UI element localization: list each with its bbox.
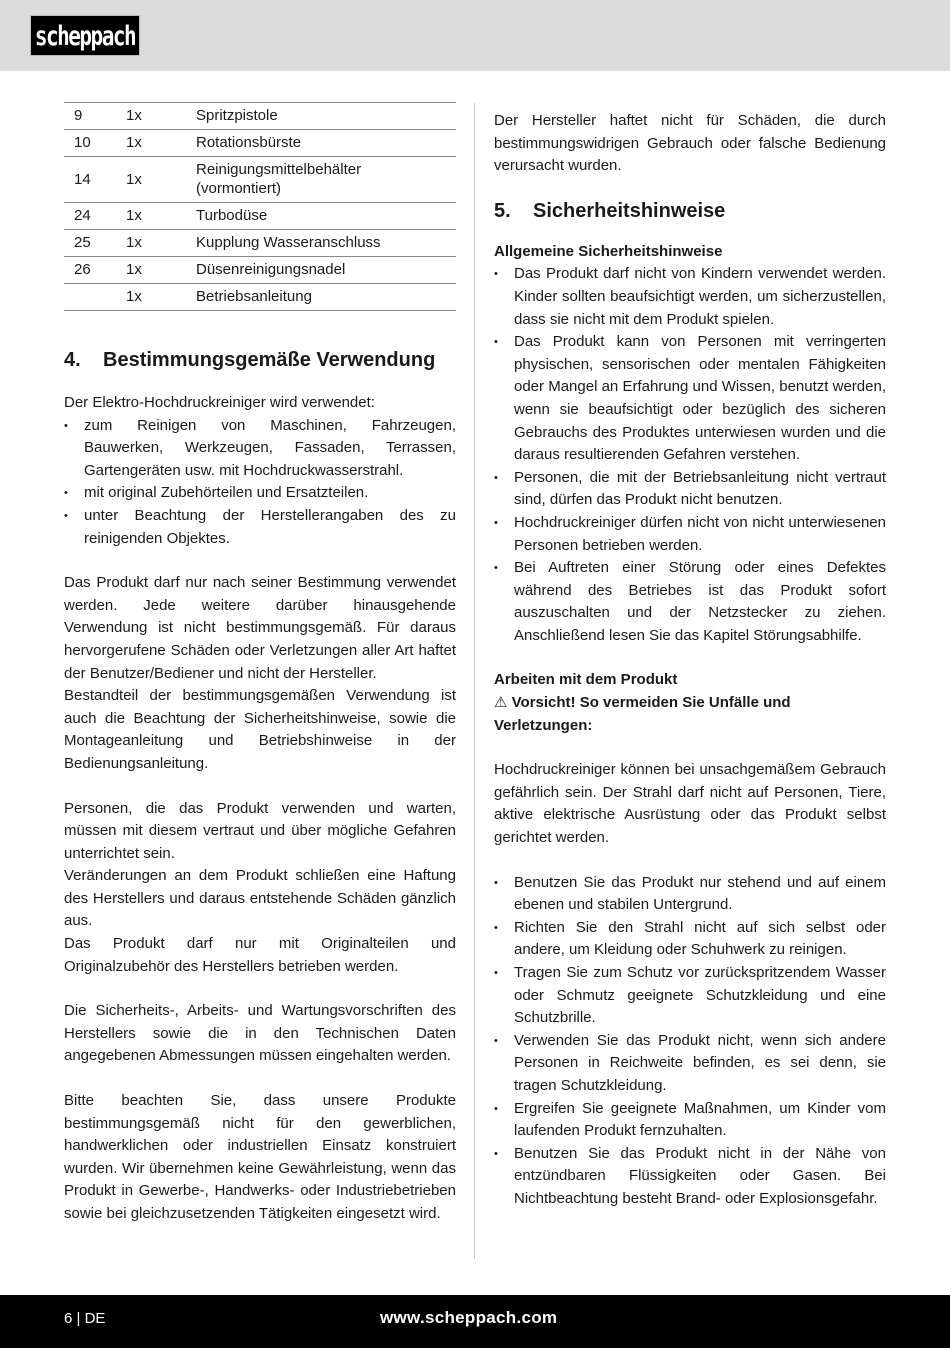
part-qty: 1x — [126, 130, 196, 157]
warning-heading — [494, 692, 886, 737]
part-qty: 1x — [126, 257, 196, 284]
list-item: • Richten Sie den Strahl nicht auf sich selbst oder andere, um Kleidung oder Schuhwerk zu reinigen. — [494, 917, 886, 962]
warning-triangle-icon: ⚠ — [494, 694, 508, 712]
paragraph: Veränderungen an dem Produkt schließen eine Haftung des Herstellers und daraus entstehende Schäden gänzlich aus. — [64, 867, 456, 930]
footer-bar — [0, 1295, 950, 1348]
part-number: 24 — [64, 203, 126, 230]
list-item: • Ergreifen Sie geeignete Maßnahmen, um Kinder vom laufenden Produkt fernzuhalten. — [494, 1098, 886, 1143]
part-number — [64, 284, 126, 311]
table-row — [64, 230, 456, 257]
working-safety-list — [494, 872, 886, 1211]
list-item: • Verwenden Sie das Produkt nicht, wenn sich andere Personen in Reichweite befinden, es sei denn, sie tragen Schutzkleidung. — [494, 1030, 886, 1098]
intro-text: Der Elektro-Hochdruckreiniger wird verwendet: — [64, 394, 375, 411]
section-number: 4. — [64, 349, 81, 371]
scheppach-logo — [30, 15, 140, 56]
part-number: 9 — [64, 103, 126, 130]
table-row — [64, 157, 456, 203]
working-heading: Arbeiten mit dem Produkt — [494, 671, 678, 689]
part-qty: 1x — [126, 103, 196, 130]
part-name: Betriebsanleitung — [196, 284, 456, 311]
list-item: • Das Produkt darf nicht von Kindern verwendet werden. Kinder sollten beaufsichtigt werden, um sicherzustellen, dass sie nicht mit dem Produkt spielen. — [494, 263, 886, 331]
table-row — [64, 257, 456, 284]
page-language: DE — [84, 1310, 106, 1327]
list-item: • zum Reinigen von Maschinen, Fahrzeugen, Bauwerken, Werkzeugen, Fassaden, Terrassen, Gartengeräten usw. mit Hochdruckwasserstrahl. — [64, 415, 456, 483]
part-name: Rotationsbürste — [196, 130, 456, 157]
section-5-heading — [494, 198, 886, 224]
paragraph: Die Sicherheits-, Arbeits- und Wartungsvorschriften des Herstellers sowie die in den Technischen Daten angegebenen Abmessungen müssen eingehalten werden. — [64, 1002, 456, 1065]
section-title: Sicherheitshinweise — [533, 199, 726, 222]
page-number: 6 — [64, 1310, 73, 1327]
part-number: 14 — [64, 157, 126, 203]
list-item: • Personen, die mit der Betriebsanleitung nicht vertraut sind, dürfen das Produkt nicht benutzen. — [494, 467, 886, 512]
paragraph: Der Hersteller haftet nicht für Schäden, die durch bestimmungswidrigen Gebrauch oder falsche Bedienung verursacht wurden. — [494, 112, 886, 175]
part-name: Kupplung Wasseranschluss — [196, 230, 456, 257]
paragraph: Personen, die das Produkt verwenden und warten, müssen mit diesem vertraut und über mögliche Gefahren unterrichtet sein. — [64, 799, 456, 862]
right-column — [494, 110, 886, 1211]
list-item: • Hochdruckreiniger dürfen nicht von nicht unterwiesenen Personen betrieben werden. — [494, 512, 886, 557]
list-item: • Das Produkt kann von Personen mit verringerten physischen, sensorischen oder mentalen Fähigkeiten oder Mangel an Erfahrung und Wissen, benutzt werden, wenn sie beaufsichtigt oder bezüglich des sicheren Gebrauchs des Produktes unterwiesen wurden und die daraus resultierenden Gefahren verstehen. — [494, 331, 886, 467]
general-safety-list — [494, 263, 886, 647]
usage-list — [64, 415, 456, 551]
list-item: • Benutzen Sie das Produkt nicht in der Nähe von entzündbaren Flüssigkeiten oder Gasen. Bei Nichtbeachtung besteht Brand- oder Explosionsgefahr. — [494, 1143, 886, 1211]
part-name: Turbodüse — [196, 203, 456, 230]
section-number: 5. — [494, 199, 511, 222]
logo-text: scheppach — [34, 20, 136, 51]
section-title: Bestimmungsgemäße Verwendung — [103, 349, 436, 371]
website-link[interactable]: www.scheppach.com — [380, 1308, 558, 1327]
list-item: • Tragen Sie zum Schutz vor zurückspritzendem Wasser oder Schmutz geeignete Schutzkleidung und eine Schutzbrille. — [494, 962, 886, 1030]
part-qty: 1x — [126, 230, 196, 257]
part-name: Düsenreinigungsnadel — [196, 257, 456, 284]
list-item: • mit original Zubehörteilen und Ersatzteilen. — [64, 482, 456, 505]
paragraph: Hochdruckreiniger können bei unsachgemäßem Gebrauch gefährlich sein. Der Strahl darf nicht auf Personen, Tiere, aktive elektrische Ausrüstung oder das Produkt selbst gerichtet werden. — [494, 761, 886, 847]
paragraph: Bitte beachten Sie, dass unsere Produkte bestimmungsgemäß nicht für den gewerblichen, handwerklichen oder industriellen Einsatz konstruiert wurden. Wir übernehmen keine Gewährleistung, wenn das Produkt in Gewerbe-, Handwerks- oder Industriebetrieben sowie bei gleichzusetzenden Tätigkeiten eingesetzt wird. — [64, 1092, 456, 1222]
general-safety-heading: Allgemeine Sicherheitshinweise — [494, 242, 723, 260]
paragraph: Das Produkt darf nur nach seiner Bestimmung verwendet werden. Jede weitere darüber hinausgehende Verwendung ist nicht bestimmungsgemäß. Für daraus hervorgerufene Schäden oder Verletzungen aller Art haftet der Benutzer/Bediener und nicht der Hersteller. — [64, 574, 456, 682]
column-divider — [474, 103, 475, 1259]
table-row — [64, 284, 456, 311]
page-separator: | — [76, 1310, 81, 1327]
part-number: 25 — [64, 230, 126, 257]
part-name: Reinigungsmittelbehälter (vormontiert) — [196, 157, 456, 203]
paragraph: Bestandteil der bestimmungsgemäßen Verwendung ist auch die Beachtung der Sicherheitshinweise, sowie die Montageanleitung und Betriebshinweise in der Bedienungsanleitung. — [64, 687, 456, 772]
left-column — [64, 102, 456, 1226]
table-row — [64, 130, 456, 157]
list-item: • unter Beachtung der Herstellerangaben des zu reinigenden Objektes. — [64, 505, 456, 550]
warning-text: Vorsicht! So vermeiden Sie Unfälle und Verletzungen: — [494, 694, 791, 734]
list-item: • Benutzen Sie das Produkt nur stehend und auf einem ebenen und stabilen Untergrund. — [494, 872, 886, 917]
header-bar — [0, 0, 950, 71]
part-qty: 1x — [126, 284, 196, 311]
parts-table — [64, 102, 456, 311]
paragraph: Das Produkt darf nur mit Originalteilen und Originalzubehör des Herstellers betrieben werden. — [64, 935, 456, 975]
list-item: • Bei Auftreten einer Störung oder eines Defektes während des Betriebes ist das Produkt sofort auszuschalten und der Netzstecker zu ziehen. Anschließend lesen Sie das Kapitel Störungsabhilfe. — [494, 557, 886, 647]
table-row — [64, 103, 456, 130]
part-number: 10 — [64, 130, 126, 157]
part-name: Spritzpistole — [196, 103, 456, 130]
part-qty: 1x — [126, 203, 196, 230]
part-qty: 1x — [126, 157, 196, 203]
page-indicator — [64, 1310, 105, 1327]
section-4-heading — [64, 347, 456, 373]
part-number: 26 — [64, 257, 126, 284]
table-row — [64, 203, 456, 230]
